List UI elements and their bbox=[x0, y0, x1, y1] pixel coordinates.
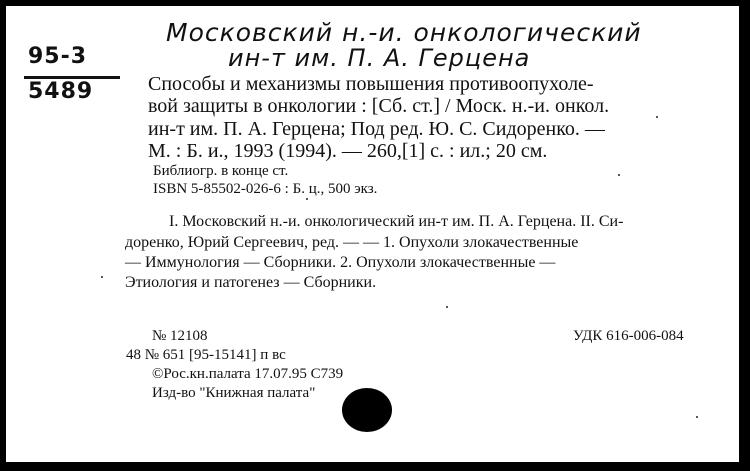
card-number: № 12108 bbox=[152, 328, 208, 344]
tracings-line4: Этиология и патогенез — Сборники. bbox=[125, 274, 377, 291]
handwritten-institute-line2: ин-т им. П. А. Герцена bbox=[228, 44, 531, 72]
inventory-number: 5489 bbox=[28, 79, 94, 104]
call-number: 95-3 bbox=[28, 44, 88, 69]
card-paper bbox=[6, 6, 742, 462]
bibliography-note: Библиогр. в конце ст. bbox=[153, 163, 289, 179]
entry-title-line2: вой защиты в онкологии : [Сб. ст.] / Моск. н.-и. онкол. bbox=[148, 95, 610, 117]
ink-blot bbox=[342, 388, 392, 432]
tracings-line1: I. Московский н.-и. онкологический ин-т им. П. А. Герцена. II. Си- bbox=[169, 213, 624, 230]
book-chamber-line: ©Рос.кн.палата 17.07.95 С739 bbox=[152, 366, 344, 382]
isbn-line: ISBN 5-85502-026-6 : Б. ц., 500 экз. bbox=[153, 181, 378, 197]
udk-code: УДК 616-006-084 bbox=[573, 328, 684, 344]
tracings-line3: — Иммунология — Сборники. 2. Опухоли злокачественные — bbox=[125, 254, 556, 271]
handwritten-institute-line1: Московский н.-и. онкологический bbox=[166, 18, 642, 47]
publisher-line: Изд-во "Книжная палата" bbox=[152, 385, 316, 401]
order-line: 48 № 651 [95-15141] п вс bbox=[126, 347, 286, 363]
tracings-line2: доренко, Юрий Сергеевич, ред. — — 1. Опухоли злокачественные bbox=[125, 234, 579, 251]
entry-imprint: М. : Б. и., 1993 (1994). — 260,[1] с. : ил.; 20 см. bbox=[148, 140, 548, 162]
entry-title-line1: Способы и механизмы повышения противоопухоле- bbox=[148, 73, 594, 95]
entry-title-line3: ин-т им. П. А. Герцена; Под ред. Ю. С. Сидоренко. — bbox=[148, 118, 605, 140]
